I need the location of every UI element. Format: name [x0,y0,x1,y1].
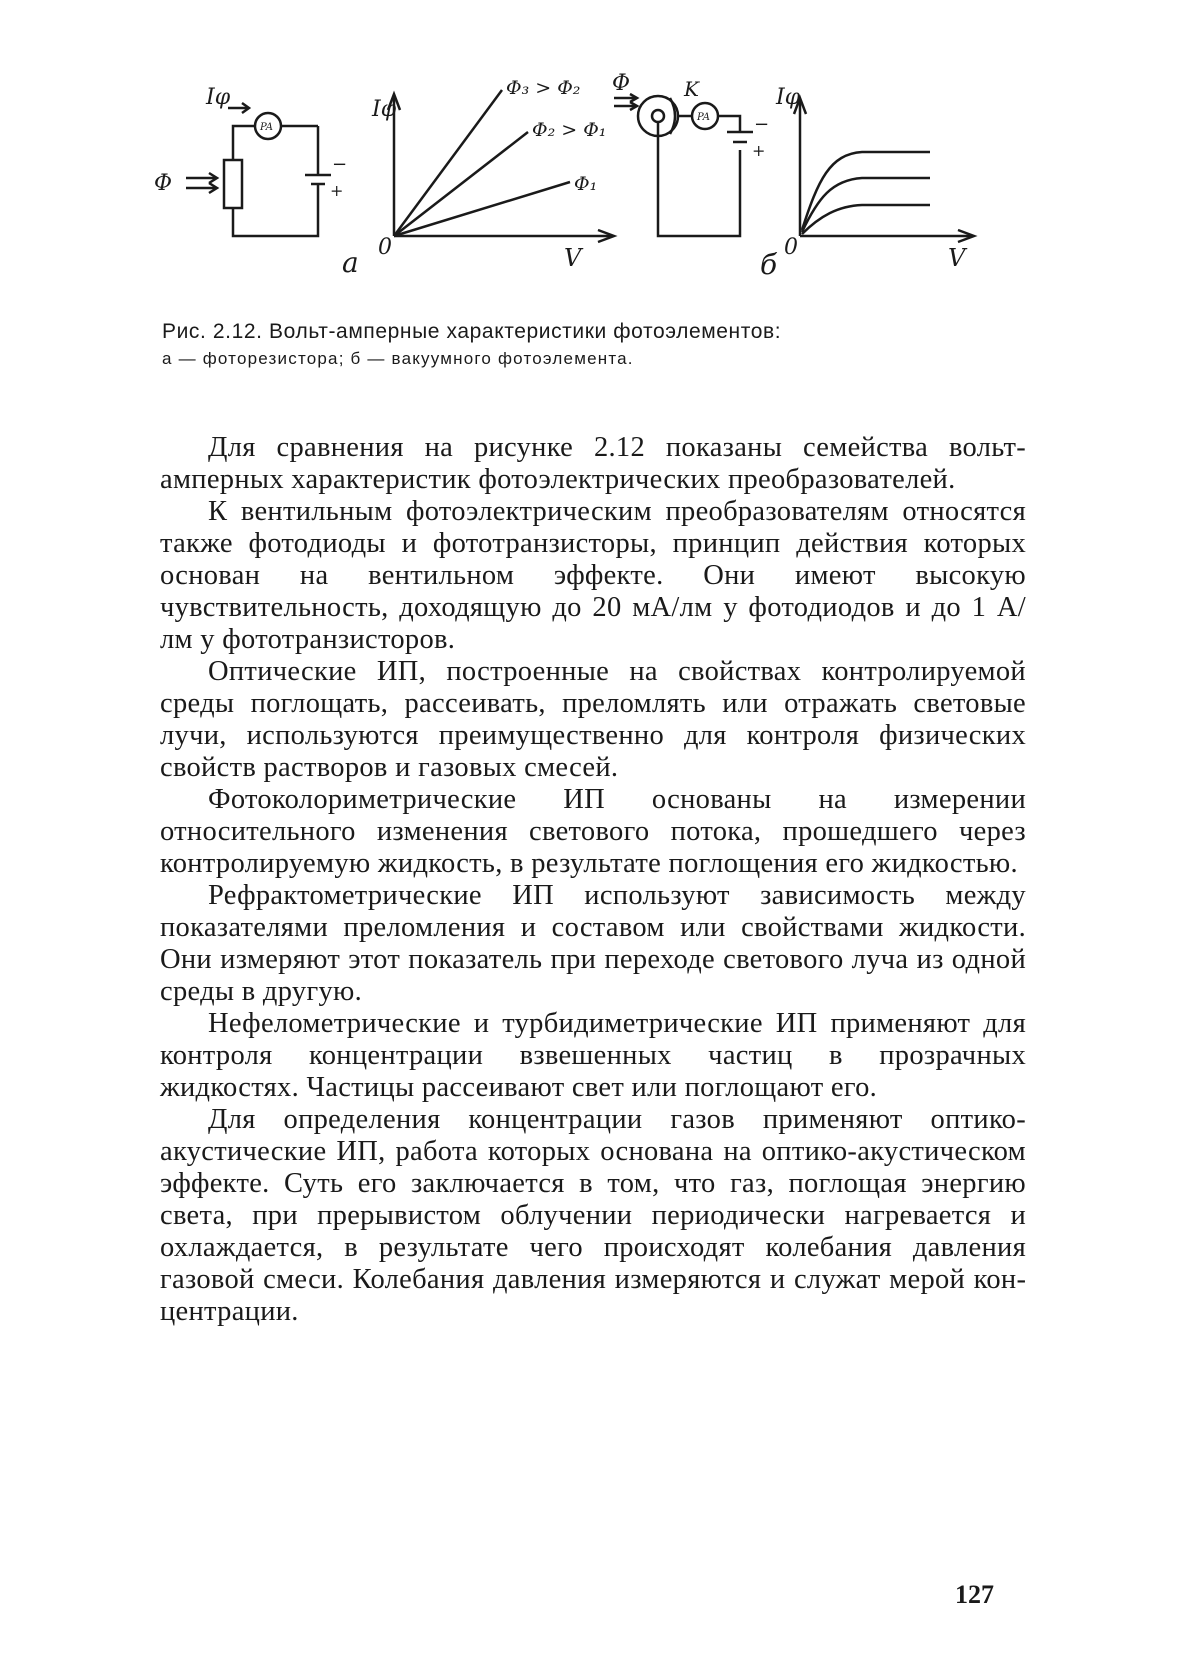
caption-legend: а — фоторезистора; б — вакуумного фотоэлемента. [162,349,634,368]
photoresistor-icon [224,160,242,208]
paragraph: Нефелометрические и турбидиметрические ИП применяют для контроля концентрации взвешенных частиц в прозрачных жидкостях. Частицы рассеивают свет или поглощают его. [160,1008,1026,1103]
caption-title: Рис. 2.12. Вольт-амперные характеристики фотоэлементов: [162,320,782,343]
graph-a [388,90,614,242]
ammeter-label-b: PA [697,112,711,123]
part-label-a: а [342,246,359,279]
photoresistor-circuit [186,103,331,236]
curve-label-phi3: Φ₃ > Φ₂ [506,77,581,99]
curve-phi2 [394,132,528,236]
axis-origin-b: 0 [784,235,798,260]
curve-phi3 [394,90,502,236]
graph-b [794,98,974,242]
label-plus-b: + [752,141,766,160]
label-i-phi: Iφ [206,85,231,110]
figure-diagram [150,70,1050,310]
figure-caption [162,318,1042,372]
label-phi: Φ [154,171,173,196]
axis-label-v: V [564,244,582,272]
paragraph: Для определения концентрации газов применяют оптико-акустические ИП, работа которых основана на оптико-акустическом эффекте. Суть его заключается в том, что газ, поглощая энергию света, при прерывистом облучении периодически нагревается и охлаждается, в результате чего происходят колебания давления газовой смеси. Колебания давления измеряются и служат мерой концентрации. [160,1104,1026,1327]
figure-2-12 [150,70,1050,310]
paragraph: Фотоколориметрические ИП основаны на измерении относительного изменения светового потока, прошедшего через контролируемую жидкость, в результате поглощения его жидкостью. [160,784,1026,879]
curve-phi1 [394,182,570,236]
part-label-b: б [760,248,778,281]
vacuum-photocell-circuit [614,94,753,236]
body-text [160,432,1026,1328]
paragraph: К вентильным фотоэлектрическим преобразователям относятся также фотодиоды и фототранзисторы, принцип действия которых основан на вентильном эффекте. Они имеют высокую чувствительность, доходящую до 20 мА/лм у фотодиодов и до 1 А/лм у фототранзисторов. [160,496,1026,655]
axis-label-i-phi: Iφ [372,97,397,122]
axis-label-v-b: V [948,244,966,272]
paragraph: Для сравнения на рисунке 2.12 показаны семейства вольт-амперных характеристик фотоэлектрических преобразователей. [160,432,1026,495]
axis-origin: 0 [378,235,392,260]
curve-label-phi1: Φ₁ [574,173,598,195]
curve-b-low [802,205,930,234]
label-phi-b: Φ [612,71,631,96]
label-plus: + [330,181,344,200]
label-k: K [684,77,699,101]
label-minus: − [332,154,348,175]
label-minus-b: − [754,114,770,135]
axis-label-i-phi-b: Iφ [776,85,801,110]
paragraph: Рефрактометрические ИП используют зависимость между показателями преломления и составом или свойствами жидкости. Они измеряют этот показатель при переходе светового луча из одной среды в другую. [160,880,1026,1007]
curve-label-phi2: Φ₂ > Φ₁ [532,119,607,141]
paragraph: Оптические ИП, построенные на свойствах контролируемой среды поглощать, рассеивать, преломлять или отражать световые лучи, используются преимущественно для контроля физических свойств растворов и газовых смесей. [160,656,1026,783]
ammeter-label: PA [260,122,274,133]
page-number: 127 [955,1580,994,1609]
